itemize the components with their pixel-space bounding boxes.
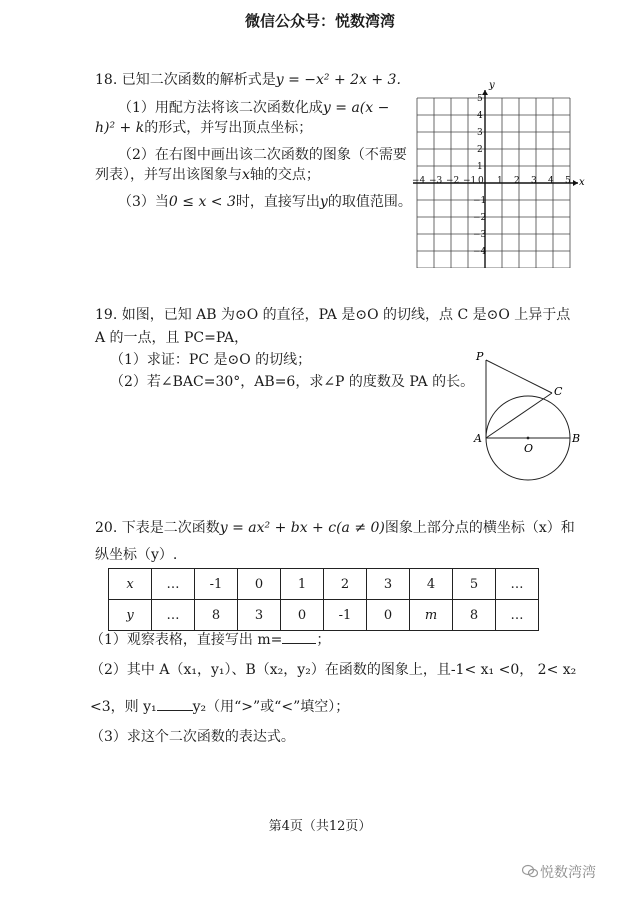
y-tick-label: 3 [477,128,483,138]
x-tick-label: 5 [565,176,571,186]
x-tick-label: −3 [429,176,443,186]
coordinate-grid [405,78,585,268]
table-cell: -1 [324,600,367,631]
table-row-y [109,600,539,631]
y-tick-label: 2 [477,145,483,155]
q18-part2-line2 [95,165,320,185]
x-axis-arrow [573,180,578,186]
q18-part1-line2 [95,118,312,138]
q18-part2-var: x [242,167,250,183]
q18-part1-formula: y = a(x − [322,100,390,116]
watermark-text: 悦数湾湾 [540,865,596,881]
y-tick-label: 1 [477,162,483,172]
table-cell: y [109,600,152,631]
label-b: B [572,432,581,445]
segment-ac [486,393,552,438]
q19-part1: （1）求证：PC 是⊙O 的切线； [110,352,312,368]
label-p: P [476,350,484,363]
x-tick-label: 4 [548,176,554,186]
value-table [108,568,539,631]
table-cell: 3 [238,600,281,631]
table-cell: 0 [281,600,324,631]
q18-part3 [118,192,412,212]
x-axis-label: x [579,177,585,188]
q20-part1 [90,630,330,650]
table-cell: 0 [238,569,281,600]
q18-part2-text: 列表），并写出该图象与 [95,167,242,183]
segment-pc [486,360,552,393]
center-point [527,437,530,440]
table-cell: 8 [453,600,496,631]
q18-part1-line1 [118,98,389,118]
x-tick-label: −2 [446,176,460,186]
x-tick-label: −1 [463,176,477,186]
q20-line2: 纵坐标（y）. [95,547,178,563]
label-o: O [524,442,534,455]
label-a: A [474,432,482,445]
page-header: 微信公众号：悦数湾湾 [244,12,395,30]
q20-part3: （3）求这个二次函数的表达式。 [90,729,295,745]
y-tick-label: −2 [473,213,487,223]
q20-line1-text2: 图象上部分点的横坐标（x）和 [384,520,575,536]
q20-part2-line1: （2）其中 A（x₁，y₁）、B（x₂，y₂）在函数的图象上，且-1< x₁ <0， 2< x₂ [90,662,577,678]
q20-part2-line2 [90,697,349,717]
table-cell: … [152,600,195,631]
q20-part2-text: <3，则 y₁ [90,699,157,715]
q20-formula: y = ax² + bx + c(a ≠ 0) [219,520,385,536]
q18-part1-text-cont: 的形式，并写出顶点坐标； [144,120,313,136]
q20-line1 [95,518,575,538]
y-tick-label: 5 [477,94,483,104]
x-tick-label: −4 [412,176,426,186]
table-cell: 5 [453,569,496,600]
q18-part3-text: （3）当 [118,194,169,210]
q20-line1-text: 20. 下表是二次函数 [95,520,220,536]
table-cell: m [410,600,453,631]
q18-part3-ineq: 0 ≤ x < 3 [168,194,236,210]
table-cell: … [496,569,539,600]
y-axis-label: y [489,80,495,91]
q18-part1-formula-cont: h)² + k [95,120,145,136]
wechat-icon [522,863,538,877]
q20-part2-text-end: y₂（用“>”或“<”填空）； [192,699,350,715]
table-cell: 3 [367,569,410,600]
table-cell: 1 [281,569,324,600]
x-tick-label: 1 [497,176,503,186]
answer-blank-compare[interactable] [157,710,193,711]
answer-blank-m[interactable] [282,643,316,644]
q18-title-text: 18. 已知二次函数的解析式是 [95,72,276,88]
q20-part1-text: （1）观察表格，直接写出 m= [90,632,283,648]
circle-figure-svg [468,348,588,488]
q18-part3-text2: 时，直接写出 [235,194,320,210]
x-tick-label: 0 [478,176,484,186]
table-cell: 8 [195,600,238,631]
table-cell: 4 [410,569,453,600]
q18-part3-text3: 的取值范围。 [327,194,412,210]
q19-line1: 19. 如图，已知 AB 为⊙O 的直径，PA 是⊙O 的切线，点 C 是⊙O 上异于点 [95,307,571,323]
x-tick-label: 2 [514,176,520,186]
table-cell: -1 [195,569,238,600]
q20-part1-end: ； [316,632,331,648]
q18-title [95,70,401,90]
q18-part1-text: （1）用配方法将该二次函数化成 [118,100,323,116]
y-tick-label: −1 [473,196,487,206]
q18-part2-text-end: 轴的交点； [249,167,320,183]
table-cell: … [152,569,195,600]
table-cell: … [496,600,539,631]
page-footer: 第4页（共12页） [268,819,372,834]
q18-part2-line1: （2）在右图中画出该二次函数的图象（不需要 [118,147,407,163]
label-c: C [554,385,563,398]
y-tick-label: 4 [477,111,483,121]
q19-line2: A 的一点，且 PC=PA， [95,330,249,346]
y-axis-arrow [482,90,488,95]
coordinate-grid-svg [405,78,585,268]
q18-part3-var: y [319,194,328,210]
q18-formula: y = −x² + 2x + 3. [275,72,401,88]
table-row-x [109,569,539,600]
x-tick-label: 3 [531,176,537,186]
table-cell: 0 [367,600,410,631]
table-cell: 2 [324,569,367,600]
table-cell: x [109,569,152,600]
q19-part2: （2）若∠BAC=30°，AB=6，求∠P 的度数及 PA 的长。 [110,374,475,390]
y-tick-label: −4 [473,247,487,257]
circle-figure [468,348,588,488]
y-tick-label: −3 [473,230,487,240]
